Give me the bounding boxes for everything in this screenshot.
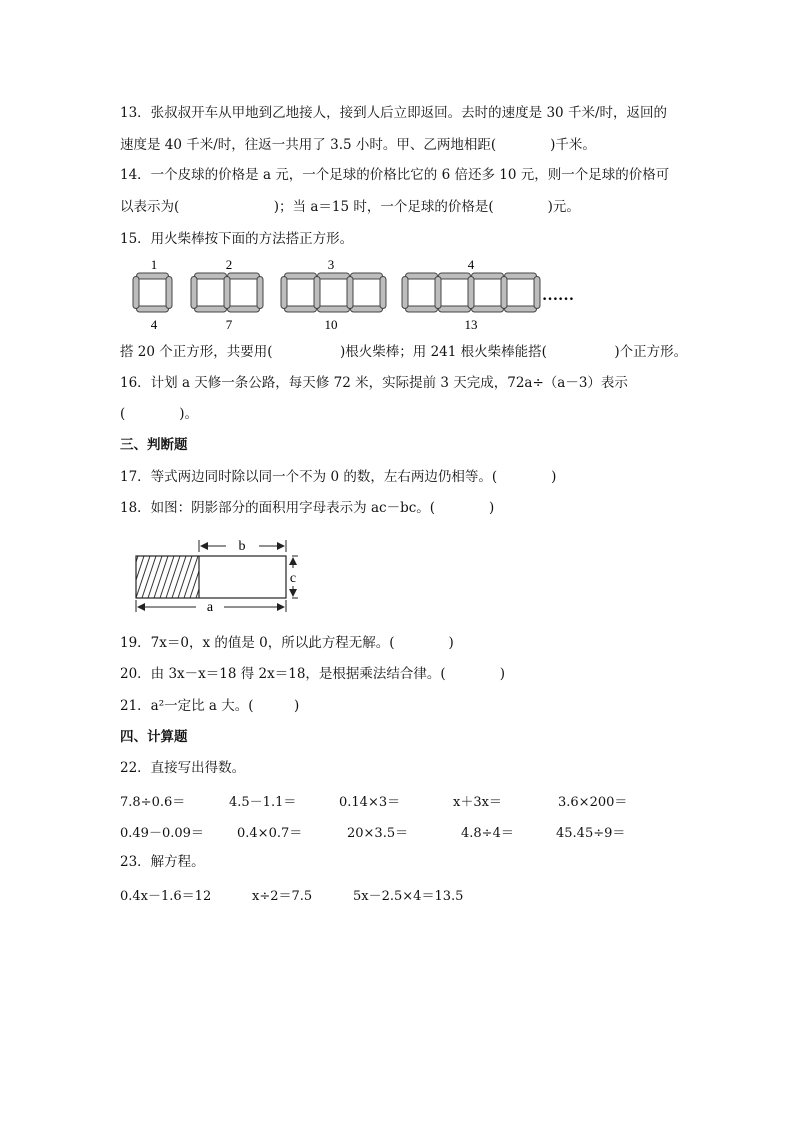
calc-item: 3.6×200＝ bbox=[558, 795, 628, 810]
matchstick-vertical bbox=[257, 277, 263, 309]
matchstick-vertical bbox=[224, 277, 230, 309]
q18-line1: 18．如图：阴影部分的面积用字母表示为 ac－bc。( ) bbox=[120, 500, 495, 516]
matchstick-vertical bbox=[166, 277, 172, 309]
hatch-line bbox=[208, 556, 222, 598]
equation-item: x÷2＝7.5 bbox=[252, 889, 313, 904]
calc-item: 0.4×0.7＝ bbox=[237, 826, 303, 841]
matchstick-vertical bbox=[314, 277, 320, 309]
q22-row-1 bbox=[0, 791, 794, 811]
hatch-line bbox=[136, 556, 150, 598]
hatch-line bbox=[88, 556, 102, 598]
section-heading-judgement: 三、判断题 bbox=[120, 437, 188, 453]
hatch-line bbox=[76, 556, 90, 598]
matchstick-vertical bbox=[402, 277, 408, 309]
matchstick-horizontal bbox=[318, 306, 350, 312]
label-c: c bbox=[289, 571, 297, 586]
q16-line1: 16．计划 a 天修一条公路，每天修 72 米，实际提前 3 天完成，72a÷（a－3）表示 bbox=[120, 375, 628, 391]
matchstick-vertical bbox=[435, 277, 441, 309]
q15-line2: 搭 20 个正方形，共要用( )根火柴棒；用 241 根火柴棒能搭( )个正方形。 bbox=[120, 344, 688, 360]
calc-item: x＋3x＝ bbox=[453, 795, 502, 810]
hatch-line bbox=[178, 556, 192, 598]
section-heading-calculation: 四、计算题 bbox=[120, 729, 188, 745]
matchstick-horizontal bbox=[406, 273, 438, 279]
figure-bottom-label-3: 10 bbox=[324, 317, 338, 332]
hatch-line bbox=[166, 556, 180, 598]
q14-line2: 以表示为( )；当 a＝15 时，一个足球的价格是( )元。 bbox=[120, 199, 580, 215]
matchstick-vertical bbox=[468, 277, 474, 309]
matchstick-vertical bbox=[380, 277, 386, 309]
matchstick-horizontal bbox=[228, 273, 260, 279]
matchstick-vertical bbox=[347, 277, 353, 309]
matchstick-vertical bbox=[501, 277, 507, 309]
matchstick-horizontal bbox=[472, 306, 504, 312]
rectangle-figure bbox=[0, 530, 794, 620]
q16-line2: ( )。 bbox=[120, 406, 199, 422]
matchstick-horizontal bbox=[195, 273, 227, 279]
matchstick-horizontal bbox=[318, 273, 350, 279]
matchstick-horizontal bbox=[439, 273, 471, 279]
equation-item: 5x－2.5×4＝13.5 bbox=[353, 889, 464, 904]
q17: 17．等式两边同时除以同一个不为 0 的数，左右两边仍相等。( ) bbox=[120, 469, 557, 485]
matchstick-horizontal bbox=[406, 306, 438, 312]
calc-item: 7.8÷0.6＝ bbox=[120, 795, 186, 810]
matchstick-horizontal bbox=[351, 306, 383, 312]
matchstick-horizontal bbox=[137, 306, 169, 312]
hatch-line bbox=[214, 556, 228, 598]
matchstick-vertical bbox=[133, 277, 139, 309]
hatch-line bbox=[106, 556, 120, 598]
matchstick-horizontal bbox=[228, 306, 260, 312]
hatch-line bbox=[154, 556, 168, 598]
q14-line1: 14．一个皮球的价格是 a 元，一个足球的价格比它的 6 倍还多 10 元，则一个足球的价格可 bbox=[120, 167, 670, 183]
q23-title: 23．解方程。 bbox=[120, 854, 205, 870]
figure-bottom-label-2: 7 bbox=[225, 317, 233, 332]
q20: 20．由 3x－x＝18 得 2x＝18，是根据乘法结合律。( ) bbox=[120, 666, 505, 682]
q23-row bbox=[0, 885, 794, 905]
hatch-line bbox=[100, 556, 114, 598]
figure-top-label-1: 1 bbox=[150, 257, 158, 272]
matchstick-horizontal bbox=[137, 273, 169, 279]
calc-item: 0.14×3＝ bbox=[339, 795, 401, 810]
figure-top-label-2: 2 bbox=[225, 257, 233, 272]
q15-line1: 15．用火柴棒按下面的方法搭正方形。 bbox=[120, 231, 354, 247]
hatch-line bbox=[118, 556, 132, 598]
hatch-line bbox=[184, 556, 198, 598]
hatch-line bbox=[142, 556, 156, 598]
hatch-line bbox=[148, 556, 162, 598]
figure-bottom-label-1: 4 bbox=[150, 317, 158, 332]
figure-top-label-3: 3 bbox=[327, 257, 335, 272]
q22-row-2 bbox=[0, 822, 794, 842]
matchstick-vertical bbox=[534, 277, 540, 309]
hatch-line bbox=[160, 556, 174, 598]
matchstick-horizontal bbox=[505, 273, 537, 279]
equation-item: 0.4x－1.6＝12 bbox=[120, 889, 212, 904]
calc-item: 45.45÷9＝ bbox=[556, 826, 626, 841]
figure-ellipsis: …… bbox=[542, 287, 574, 304]
matchstick-horizontal bbox=[439, 306, 471, 312]
q13-line2: 速度是 40 千米/时，往返一共用了 3.5 小时。甲、乙两地相距( )千米。 bbox=[120, 137, 596, 153]
calc-item: 4.8÷4＝ bbox=[461, 826, 514, 841]
hatch-line bbox=[202, 556, 216, 598]
label-a: a bbox=[206, 600, 214, 615]
hatch-line bbox=[190, 556, 204, 598]
figure-bottom-label-4: 13 bbox=[464, 317, 478, 332]
hatch-line bbox=[112, 556, 126, 598]
matchstick-horizontal bbox=[472, 273, 504, 279]
label-b: b bbox=[238, 539, 246, 554]
hatch-line bbox=[196, 556, 210, 598]
matchstick-horizontal bbox=[195, 306, 227, 312]
matchstick-horizontal bbox=[505, 306, 537, 312]
hatch-line bbox=[130, 556, 144, 598]
matchstick-figure bbox=[0, 252, 794, 342]
matchstick-vertical bbox=[191, 277, 197, 309]
matchstick-horizontal bbox=[285, 273, 317, 279]
matchstick-horizontal bbox=[285, 306, 317, 312]
calc-item: 20×3.5＝ bbox=[347, 826, 409, 841]
q21: 21．a²一定比 a 大。( ) bbox=[120, 698, 300, 714]
q19: 19．7x＝0，x 的值是 0，所以此方程无解。( ) bbox=[120, 635, 454, 651]
q22-title: 22．直接写出得数。 bbox=[120, 760, 246, 776]
hatch-line bbox=[172, 556, 186, 598]
figure-top-label-4: 4 bbox=[467, 257, 475, 272]
hatch-line bbox=[82, 556, 96, 598]
hatch-line bbox=[94, 556, 108, 598]
calc-item: 4.5－1.1＝ bbox=[229, 795, 297, 810]
matchstick-vertical bbox=[281, 277, 287, 309]
calc-item: 0.49－0.09＝ bbox=[120, 826, 204, 841]
q13-line1: 13．张叔叔开车从甲地到乙地接人，接到人后立即返回。去时的速度是 30 千米/时，返回的 bbox=[120, 105, 667, 121]
matchstick-horizontal bbox=[351, 273, 383, 279]
